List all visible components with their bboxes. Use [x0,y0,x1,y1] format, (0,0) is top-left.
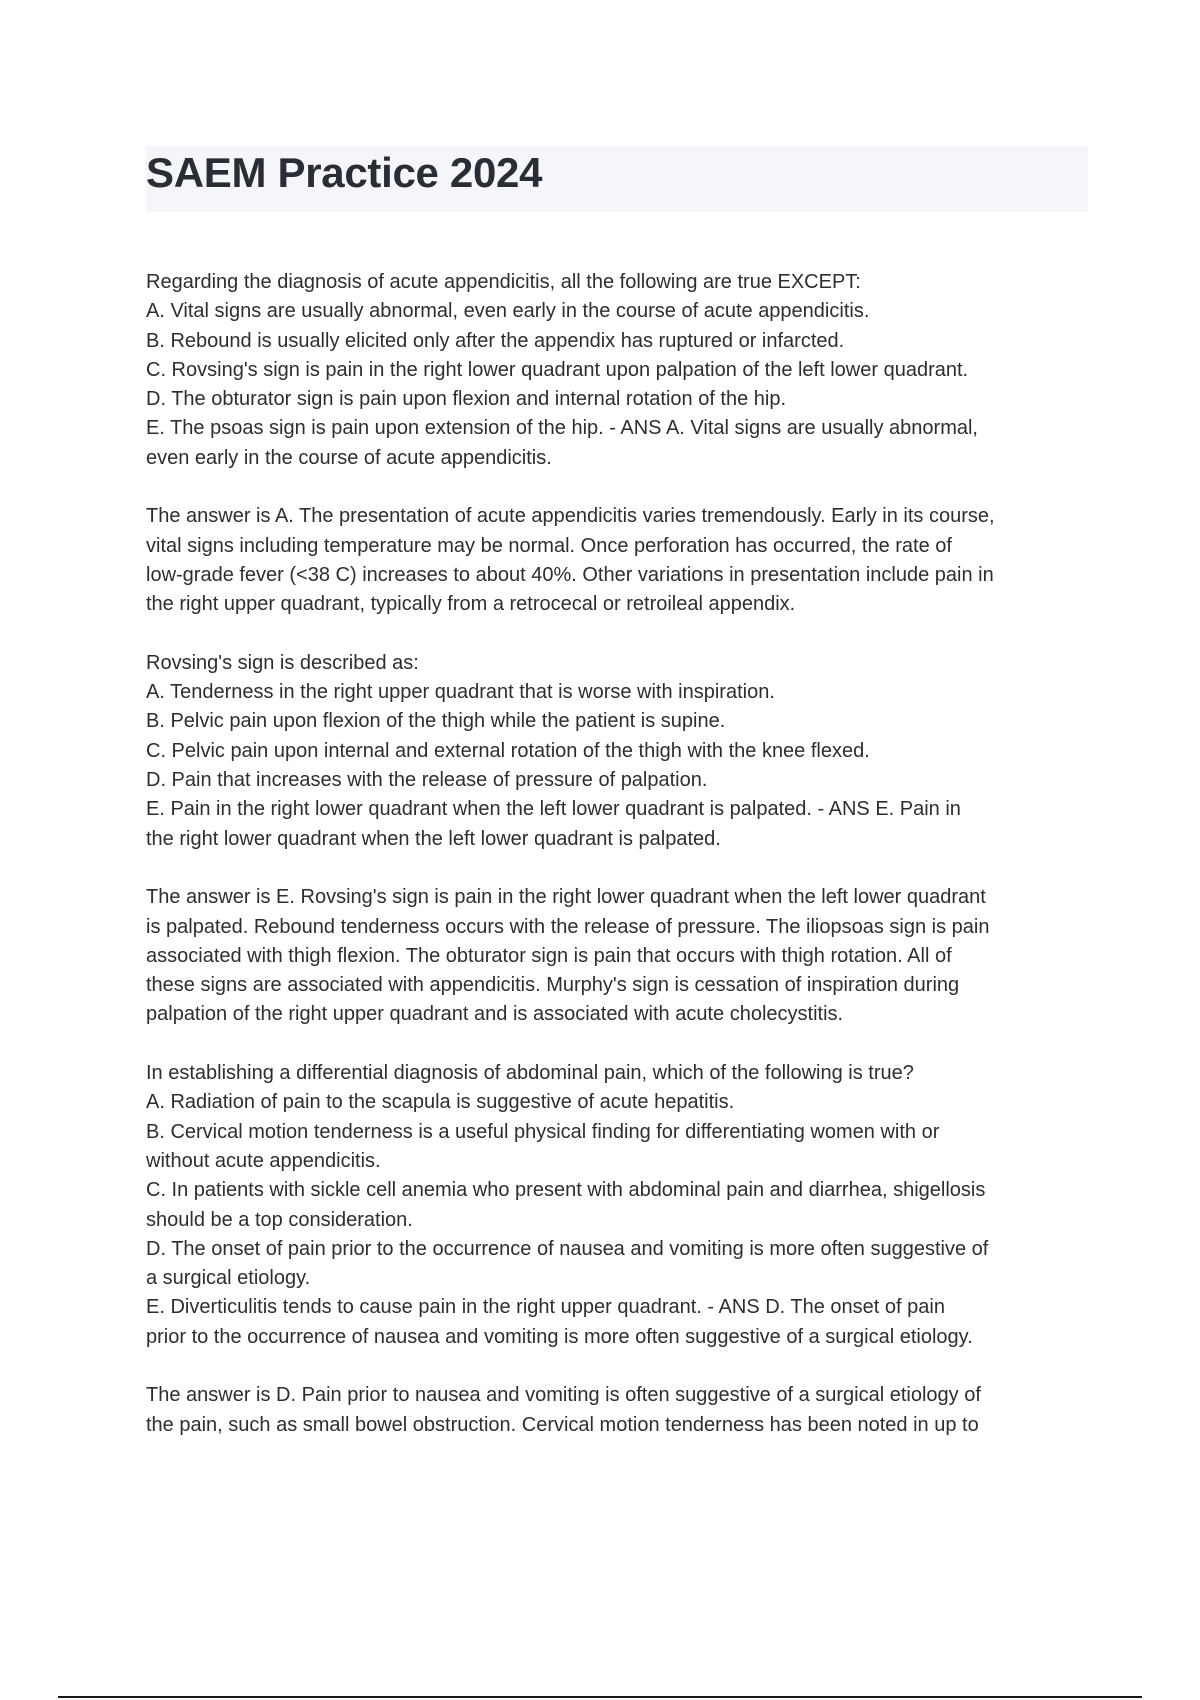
text-line: B. Rebound is usually elicited only after the appendix has ruptured or infarcted. [146,329,845,352]
paragraph [146,1059,1092,1352]
text-line: C. Rovsing's sign is pain in the right lower quadrant upon palpation of the left lower quadrant. [146,358,969,381]
text-line: Rovsing's sign is described as: [146,651,419,674]
page-title: SAEM Practice 2024 [146,149,543,196]
text-line: associated with thigh flexion. The obturator sign is pain that occurs with thigh rotation. All of [146,944,952,967]
text-line: C. Pelvic pain upon internal and external rotation of the thigh with the knee flexed. [146,739,870,762]
text-line: the pain, such as small bowel obstruction. Cervical motion tenderness has been noted in up to [146,1413,979,1436]
text-line: A. Tenderness in the right upper quadrant that is worse with inspiration. [146,681,775,704]
paragraph [146,1381,1092,1440]
text-line: palpation of the right upper quadrant and is associated with acute cholecystitis. [146,1003,844,1026]
text-line: the right lower quadrant when the left lower quadrant is palpated. [146,827,721,850]
text-line: a surgical etiology. [146,1267,311,1290]
text-line: low-grade fever (<38 C) increases to about 40%. Other variations in presentation include pain in [146,563,994,586]
text-line: C. In patients with sickle cell anemia who present with abdominal pain and diarrhea, shigellosis [146,1179,986,1202]
text-line: E. Pain in the right lower quadrant when the left lower quadrant is palpated. - ANS E. Pain in [146,798,961,821]
text-line: these signs are associated with appendicitis. Murphy's sign is cessation of inspiration during [146,974,960,997]
text-line: E. The psoas sign is pain upon extension of the hip. - ANS A. Vital signs are usually abnormal, [146,417,978,440]
footer-divider [58,1696,1142,1698]
paragraph [146,268,1092,473]
text-line: D. The obturator sign is pain upon flexion and internal rotation of the hip. [146,388,787,411]
text-line: A. Vital signs are usually abnormal, even early in the course of acute appendicitis. [146,300,870,323]
text-line: vital signs including temperature may be normal. Once perforation has occurred, the rate of [146,534,952,557]
paragraph-spacer [146,854,1092,883]
text-line: should be a top consideration. [146,1208,413,1231]
paragraph-spacer [146,1352,1092,1381]
paragraph-spacer [146,473,1092,502]
text-line: the right upper quadrant, typically from a retrocecal or retroileal appendix. [146,593,796,616]
text-line: is palpated. Rebound tenderness occurs with the release of pressure. The iliopsoas sign is pain [146,915,990,938]
text-line: D. Pain that increases with the release of pressure of palpation. [146,769,708,792]
text-line: The answer is A. The presentation of acute appendicitis varies tremendously. Early in its course, [146,505,995,528]
text-line: E. Diverticulitis tends to cause pain in the right upper quadrant. - ANS D. The onset of pain [146,1296,945,1319]
paragraph [146,649,1092,854]
text-line: The answer is D. Pain prior to nausea and vomiting is often suggestive of a surgical etiology of [146,1384,981,1407]
document-body [146,268,1092,1440]
text-line: even early in the course of acute appendicitis. [146,446,552,469]
text-line: In establishing a differential diagnosis of abdominal pain, which of the following is true? [146,1062,914,1085]
paragraph [146,883,1092,1029]
text-line: without acute appendicitis. [146,1149,381,1172]
paragraph [146,502,1092,619]
paragraph-spacer [146,1030,1092,1059]
text-line: A. Radiation of pain to the scapula is suggestive of acute hepatitis. [146,1091,735,1114]
text-line: D. The onset of pain prior to the occurrence of nausea and vomiting is more often suggestive of [146,1237,989,1260]
paragraph-spacer [146,620,1092,649]
text-line: B. Cervical motion tenderness is a useful physical finding for differentiating women with or [146,1120,940,1143]
text-line: Regarding the diagnosis of acute appendicitis, all the following are true EXCEPT: [146,271,861,293]
text-line: B. Pelvic pain upon flexion of the thigh while the patient is supine. [146,710,726,733]
text-line: prior to the occurrence of nausea and vomiting is more often suggestive of a surgical etiology. [146,1325,973,1348]
text-line: The answer is E. Rovsing's sign is pain in the right lower quadrant when the left lower quadrant [146,886,986,909]
